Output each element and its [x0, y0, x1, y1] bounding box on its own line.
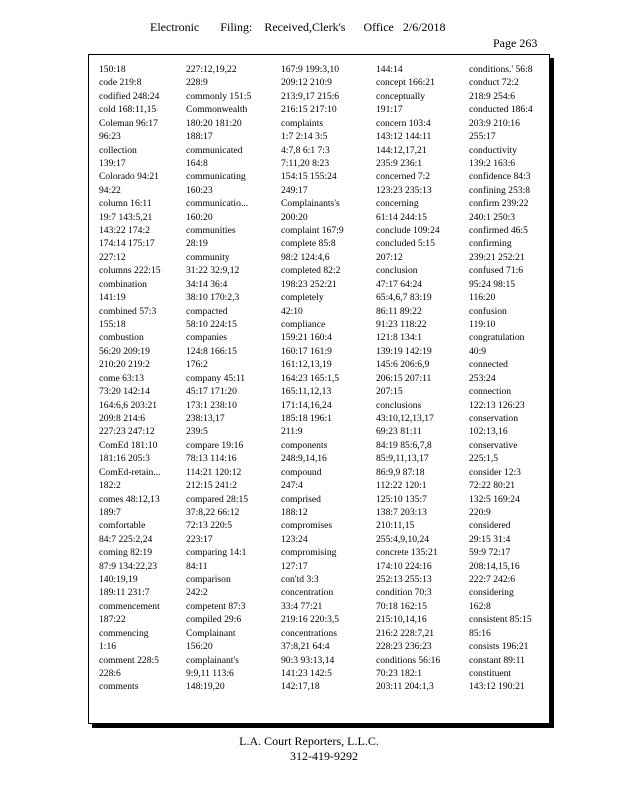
index-entry: considered — [469, 520, 511, 532]
index-entry: compacted — [186, 305, 228, 317]
index-entry: compound — [281, 466, 322, 478]
index-entry: 132:5 169:24 — [469, 493, 520, 505]
index-entry: comes 48:12,13 — [99, 493, 160, 505]
index-entry: 45:17 171:20 — [186, 386, 237, 398]
index-entry: concept 166:21 — [376, 77, 435, 89]
index-entry: 247:4 — [281, 480, 303, 492]
index-entry: 188:12 — [281, 506, 308, 518]
index-entry: connection — [469, 386, 512, 398]
index-entry: 73:20 142:14 — [99, 386, 150, 398]
index-entry: 102:13,16 — [469, 426, 508, 438]
index-entry: 161:12,13,19 — [281, 359, 332, 371]
index-entry: 239:21 252:21 — [469, 251, 525, 263]
index-entry: 203:11 204:1,3 — [376, 681, 434, 693]
index-entry: 38:10 170:2,3 — [186, 292, 240, 304]
index-entry: 84:19 85:6,7,8 — [376, 439, 432, 451]
index-entry: congratulation — [469, 332, 525, 344]
index-entry: 86:9,9 87:18 — [376, 466, 425, 478]
index-entry: 123:23 235:13 — [376, 184, 432, 196]
index-entry: 174:10 224:16 — [376, 560, 432, 572]
index-entry: 144:12,17,21 — [376, 144, 427, 156]
index-entry: commencing — [99, 627, 149, 639]
index-entry: 189:11 231:7 — [99, 587, 150, 599]
index-entry: 87:9 134:22,23 — [99, 560, 158, 572]
index-entry: concrete 135:21 — [376, 547, 438, 559]
index-entry: 139:2 163:6 — [469, 157, 516, 169]
index-entry: conclusion — [376, 265, 418, 277]
index-entry: 90:3 93:13,14 — [281, 654, 335, 666]
index-entry: comfortable — [99, 520, 146, 532]
index-entry: confusion — [469, 305, 507, 317]
index-entry: company 45:11 — [186, 372, 246, 384]
index-entry: confidence 84:3 — [469, 171, 531, 183]
index-entry: 28:19 — [186, 238, 208, 250]
index-entry: 248:9,14,16 — [281, 453, 327, 465]
index-entry: 141:23 142:5 — [281, 667, 332, 679]
index-entry: consists 196:21 — [469, 641, 529, 653]
index-entry: 159:21 160:4 — [281, 332, 332, 344]
index-entry: 240:1 250:3 — [469, 211, 516, 223]
index-entry: 34:14 36:4 — [186, 278, 228, 290]
index-entry: 210:11,15 — [376, 520, 415, 532]
index-entry: conditions.' 56:8 — [469, 64, 533, 75]
index-entry: 42:10 — [281, 305, 303, 317]
index-entry: coming 82:19 — [99, 547, 153, 559]
index-entry: 252:13 255:13 — [376, 574, 432, 586]
index-entry: 138:7 203:13 — [376, 506, 427, 518]
index-entry: constituent — [469, 667, 512, 679]
index-entry: connected — [469, 359, 508, 371]
index-entry: comments — [99, 681, 139, 693]
index-entry: codified 248:24 — [99, 90, 160, 102]
index-entry: 145:6 206:6,9 — [376, 359, 430, 371]
index-entry: condition 70:3 — [376, 587, 432, 599]
index-entry: Complainant — [186, 627, 236, 639]
index-entry: compromising — [281, 547, 337, 559]
index-entry: 208:14,15,16 — [469, 560, 520, 572]
index-entry: 86:11 89:22 — [376, 305, 422, 317]
index-entry: cold 168:11,15 — [99, 104, 157, 116]
index-entry: 148:19,20 — [186, 681, 225, 693]
index-entry: 189:7 — [99, 506, 121, 518]
index-entry: 188:17 — [186, 131, 213, 143]
index-entry: comparing 14:1 — [186, 547, 247, 559]
index-entry: 164:6,6 203:21 — [99, 399, 158, 411]
index-entry: 223:17 — [186, 533, 213, 545]
index-entry: 249:17 — [281, 184, 308, 196]
index-entry: complaints — [281, 117, 324, 129]
index-entry: 209:12 210:9 — [281, 77, 332, 89]
index-entry: constant 89:11 — [469, 654, 525, 666]
index-entry: 85:9,11,13,17 — [376, 453, 429, 465]
index-entry: ComEd-retain... — [99, 466, 161, 478]
index-entry: 218:9 254:6 — [469, 90, 516, 102]
index-entry: conditions 56:16 — [376, 654, 441, 666]
index-entry: 78:13 114:16 — [186, 453, 237, 465]
index-entry: 207:12 — [376, 251, 403, 263]
index-entry: confirmed 46:5 — [469, 225, 528, 237]
index-entry: conceptually — [376, 90, 426, 102]
index-entry: 124:8 166:15 — [186, 345, 237, 357]
index-entry: 225:1,5 — [469, 453, 499, 465]
index-entry: compared 28:15 — [186, 493, 249, 505]
index-entry: 215:10,14,16 — [376, 614, 427, 626]
index-entry: come 63:13 — [99, 372, 145, 384]
index-entry: 167:9 199:3,10 — [281, 64, 340, 75]
index-entry: 119:10 — [469, 319, 496, 331]
index-entry: 122:13 126:23 — [469, 399, 525, 411]
index-entry: 216:15 217:10 — [281, 104, 337, 116]
index-entry: 173:1 238:10 — [186, 399, 237, 411]
index-entry: 150:18 — [99, 64, 126, 75]
index-entry: communicatio... — [186, 198, 249, 210]
index-entry: 165:11,12,13 — [281, 386, 332, 398]
index-entry: 219:16 220:3,5 — [281, 614, 340, 626]
index-entry: 121:8 134:1 — [376, 332, 423, 344]
index-entry: compromises — [281, 520, 333, 532]
index-entry: concerning — [376, 198, 419, 210]
index-entry: confining 253:8 — [469, 184, 531, 196]
index-entry: 181:16 205:3 — [99, 453, 150, 465]
index-column-1 — [99, 63, 181, 694]
index-entry: 69:23 81:11 — [376, 426, 422, 438]
index-entry: 180:20 181:20 — [186, 117, 242, 129]
index-entry: 91:23 118:22 — [376, 319, 427, 331]
index-entry: 185:18 196:1 — [281, 412, 332, 424]
index-entry: 191:17 — [376, 104, 403, 116]
index-entry: 85:16 — [469, 627, 491, 639]
index-entry: compiled 29:6 — [186, 614, 242, 626]
index-entry: ComEd 181:10 — [99, 439, 158, 451]
index-entry: 139:19 142:19 — [376, 345, 432, 357]
index-entry: collection — [99, 144, 137, 156]
index-column-3 — [281, 63, 371, 694]
index-entry: 37:8,21 64:4 — [281, 641, 330, 653]
index-entry: combination — [99, 278, 147, 290]
index-entry: 72:13 220:5 — [186, 520, 233, 532]
index-entry: 162:8 — [469, 600, 491, 612]
index-entry: column 16:11 — [99, 198, 152, 210]
index-entry: considering — [469, 587, 514, 599]
index-entry: components — [281, 439, 328, 451]
index-entry: companies — [186, 332, 228, 344]
index-entry: 142:17,18 — [281, 681, 320, 693]
index-entry: 176:2 — [186, 359, 208, 371]
index-entry: 216:2 228:7,21 — [376, 627, 435, 639]
index-entry: 228:9 — [186, 77, 208, 89]
index-column-5 — [469, 63, 549, 694]
index-entry: 37:8,22 66:12 — [186, 506, 240, 518]
index-entry: 58:10 224:15 — [186, 319, 237, 331]
index-entry: 143:12 190:21 — [469, 681, 525, 693]
index-entry: 220:9 — [469, 506, 491, 518]
index-entry: 65:4,6,7 83:19 — [376, 292, 432, 304]
index-entry: columns 222:15 — [99, 265, 161, 277]
index-entry: 203:9 210:16 — [469, 117, 520, 129]
index-entry: 4:7,8 6:1 7:3 — [281, 144, 330, 156]
index-entry: 164:23 165:1,5 — [281, 372, 340, 384]
index-entry: combustion — [99, 332, 144, 344]
index-entry: 227:23 247:12 — [99, 426, 155, 438]
index-entry: communicating — [186, 171, 246, 183]
index-entry: 160:17 161:9 — [281, 345, 332, 357]
index-entry: 182:2 — [99, 480, 121, 492]
index-entry: concentration — [281, 587, 334, 599]
index-entry: conclude 109:24 — [376, 225, 440, 237]
index-entry: 235:9 236:1 — [376, 157, 423, 169]
index-entry: Complainants's — [281, 198, 340, 210]
index-entry: 116:20 — [469, 292, 496, 304]
index-entry: completed 82:2 — [281, 265, 341, 277]
index-entry: 227:12 — [99, 251, 126, 263]
index-entry: 94:22 — [99, 184, 121, 196]
index-entry: 70:18 162:15 — [376, 600, 427, 612]
index-entry: 95:24 98:15 — [469, 278, 516, 290]
index-entry: conductivity — [469, 144, 517, 156]
index-entry: 19:7 143:5,21 — [99, 211, 153, 223]
index-entry: concerned 7:2 — [376, 171, 431, 183]
index-entry: 155:18 — [99, 319, 126, 331]
index-entry: 238:13,17 — [186, 412, 225, 424]
index-entry: 1:16 — [99, 641, 117, 653]
index-entry: 96:23 — [99, 131, 121, 143]
index-entry: 1:7 2:14 3:5 — [281, 131, 328, 143]
index-entry: 144:14 — [376, 64, 403, 75]
index-entry: 210:20 219:2 — [99, 359, 150, 371]
index-entry: 174:14 175:17 — [99, 238, 155, 250]
index-entry: 143:22 174:2 — [99, 225, 150, 237]
index-entry: 160:23 — [186, 184, 213, 196]
index-entry: competent 87:3 — [186, 600, 246, 612]
index-entry: 209:8 214:6 — [99, 412, 146, 424]
index-entry: 213:9,17 215:6 — [281, 90, 340, 102]
index-entry: completely — [281, 292, 324, 304]
index-entry: compliance — [281, 319, 326, 331]
index-entry: 227:12,19,22 — [186, 64, 237, 75]
index-entry: 239:5 — [186, 426, 208, 438]
index-entry: 84:7 225:2,24 — [99, 533, 153, 545]
index-entry: confused 71:6 — [469, 265, 524, 277]
index-entry: concentrations — [281, 627, 337, 639]
index-entry: Colorado 94:21 — [99, 171, 159, 183]
index-column-4 — [376, 63, 464, 694]
index-entry: 154:15 155:24 — [281, 171, 337, 183]
index-entry: 212:15 241:2 — [186, 480, 237, 492]
index-entry: code 219:8 — [99, 77, 142, 89]
footer-company: L.A. Court Reporters, L.L.C. — [239, 734, 379, 748]
index-entry: 31:22 32:9,12 — [186, 265, 240, 277]
index-entry: compare 19:16 — [186, 439, 244, 451]
index-entry: commonly 151:5 — [186, 90, 252, 102]
index-entry: 29:15 31:4 — [469, 533, 511, 545]
index-entry: 171:14,16,24 — [281, 399, 332, 411]
index-entry: 228:6 — [99, 667, 121, 679]
footer-phone: 312-419-9292 — [290, 749, 358, 763]
index-entry: concern 103:4 — [376, 117, 431, 129]
index-entry: Commonwealth — [186, 104, 248, 116]
index-entry: 228:23 236:23 — [376, 641, 432, 653]
index-entry: comprised — [281, 493, 321, 505]
index-entry: community — [186, 251, 230, 263]
index-entry: 112:22 120:1 — [376, 480, 427, 492]
index-entry: confirming — [469, 238, 512, 250]
index-entry: 255:4,9,10,24 — [376, 533, 430, 545]
index-entry: conduct 72:2 — [469, 77, 519, 89]
index-entry: combined 57:3 — [99, 305, 157, 317]
index-entry: 139:17 — [99, 157, 126, 169]
index-entry: comparison — [186, 574, 231, 586]
index-entry: 141:19 — [99, 292, 126, 304]
index-entry: 200:20 — [281, 211, 308, 223]
index-entry: 43:10,12,13,17 — [376, 412, 434, 424]
index-entry: communities — [186, 225, 236, 237]
index-entry: concluded 5:15 — [376, 238, 435, 250]
index-entry: Coleman 96:17 — [99, 117, 158, 129]
index-column-2 — [186, 63, 274, 694]
index-entry: 206:15 207:11 — [376, 372, 432, 384]
index-entry: 207:15 — [376, 386, 403, 398]
index-entry: conducted 186:4 — [469, 104, 533, 116]
index-entry: communicated — [186, 144, 243, 156]
index-entry: 222:7 242:6 — [469, 574, 516, 586]
index-entry: 143:12 144:11 — [376, 131, 432, 143]
index-entry: 59:9 72:17 — [469, 547, 511, 559]
index-entry: 47:17 64:24 — [376, 278, 423, 290]
page-number: Page 263 — [493, 36, 538, 50]
index-entry: 253:24 — [469, 372, 496, 384]
index-entry: conservation — [469, 412, 519, 424]
index-entry: consistent 85:15 — [469, 614, 532, 626]
filing-stamp-header: Electronic Filing: Received,Clerk's Office 2/6/2018 — [150, 20, 446, 34]
index-entry: 140:19,19 — [99, 574, 138, 586]
index-entry: 70:23 182:1 — [376, 667, 423, 679]
index-entry: 127:17 — [281, 560, 308, 572]
index-entry: 72:22 80:21 — [469, 480, 516, 492]
index-entry: 242:2 — [186, 587, 208, 599]
index-entry: 7:11,20 8:23 — [281, 157, 330, 169]
index-entry: conservative — [469, 439, 518, 451]
index-entry: complaint 167:9 — [281, 225, 344, 237]
index-entry: con'td 3:3 — [281, 574, 319, 586]
index-entry: confirm 239:22 — [469, 198, 529, 210]
index-entry: conclusions — [376, 399, 422, 411]
index-entry: consider 12:3 — [469, 466, 521, 478]
index-entry: 164:8 — [186, 157, 208, 169]
index-entry: complete 85:8 — [281, 238, 336, 250]
index-entry: 61:14 244:15 — [376, 211, 427, 223]
index-box — [88, 54, 550, 724]
index-entry: 198:23 252:21 — [281, 278, 337, 290]
index-entry: 187:22 — [99, 614, 126, 626]
index-entry: 160:20 — [186, 211, 213, 223]
index-entry: 255:17 — [469, 131, 496, 143]
index-entry: 84:11 — [186, 560, 208, 572]
index-entry: complainant's — [186, 654, 239, 666]
index-entry: 156:20 — [186, 641, 213, 653]
index-entry: 123:24 — [281, 533, 308, 545]
index-entry: 211:9 — [281, 426, 303, 438]
index-entry: commencement — [99, 600, 160, 612]
index-entry: comment 228:5 — [99, 654, 159, 666]
index-entry: 125:10 135:7 — [376, 493, 427, 505]
index-entry: 33:4 77:21 — [281, 600, 323, 612]
index-entry: 56:20 209:19 — [99, 345, 150, 357]
index-entry: 9:9,11 113:6 — [186, 667, 234, 679]
index-entry: 40:9 — [469, 345, 487, 357]
index-entry: 98:2 124:4,6 — [281, 251, 330, 263]
index-entry: 114:21 120:12 — [186, 466, 242, 478]
